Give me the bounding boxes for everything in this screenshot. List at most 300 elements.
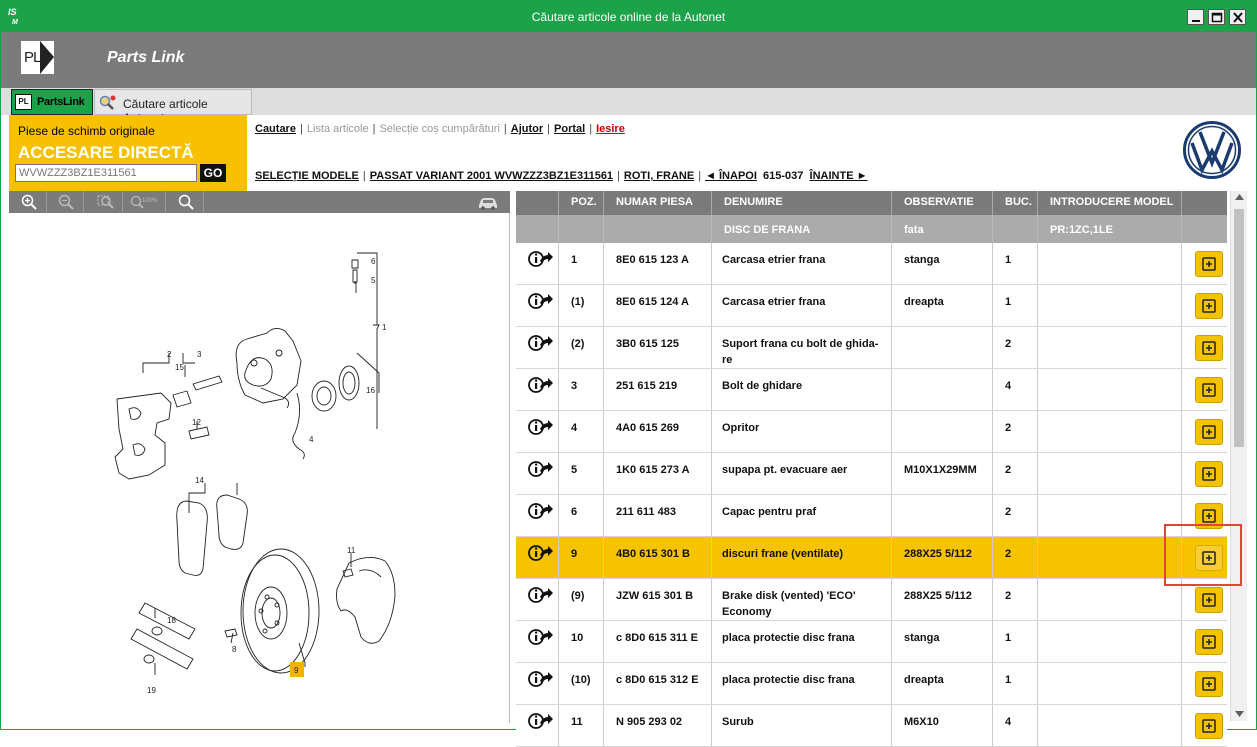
sub-buc (993, 215, 1038, 243)
table-row[interactable] (516, 663, 1227, 705)
cell-model (1038, 243, 1182, 284)
panel-subtitle: ACCESARE DIRECTĂ (18, 143, 194, 162)
cell-part-number-text: 251 615 219 (616, 380, 678, 392)
cell-poz-text: (2) (571, 338, 585, 350)
sub-observatie (892, 215, 993, 243)
callout-18: 18 (167, 616, 176, 625)
cell-model (1038, 453, 1182, 494)
cell-denumire (712, 705, 892, 746)
plus-box-icon (1202, 677, 1216, 691)
tab-label: PartsLink (37, 96, 85, 108)
table-row[interactable] (516, 243, 1227, 285)
cell-info (516, 243, 559, 284)
app-header (1, 32, 1256, 88)
cell-denumire-text: Opritor (722, 422, 760, 434)
logo-text: PL (24, 49, 41, 66)
cell-poz (559, 705, 604, 746)
breadcrumb-group[interactable]: ROTI, FRANE (623, 170, 695, 182)
brake-exploded-diagram[interactable] (9, 213, 510, 723)
add-to-cart-button[interactable] (1195, 293, 1223, 319)
nav-iesire[interactable]: Iesire (596, 123, 625, 135)
cell-part-number-text: c 8D0 615 312 E (616, 674, 699, 686)
cell-part-number-text: N 905 293 02 (616, 716, 683, 728)
breadcrumb-separator: | (362, 170, 366, 182)
cell-observatie-text: M10X1X29MM (904, 464, 977, 476)
header-denumire (712, 191, 892, 215)
cell-buc (993, 369, 1038, 410)
header-introducere-model (1038, 191, 1182, 215)
cell-add (1182, 453, 1227, 494)
cell-info (516, 411, 559, 452)
cell-part-number-text: 211 611 483 (616, 506, 676, 518)
sub-poz (559, 215, 604, 243)
cell-model (1038, 705, 1182, 746)
callout-4: 4 (309, 435, 314, 444)
callout-15: 15 (175, 363, 184, 372)
vw-logo (1183, 121, 1241, 179)
tab-autonet-search[interactable] (94, 89, 252, 115)
cell-add (1182, 621, 1227, 662)
cell-buc (993, 663, 1038, 704)
callout-16: 16 (366, 386, 375, 395)
cell-denumire (712, 621, 892, 662)
cell-info (516, 453, 559, 494)
cell-model (1038, 537, 1182, 578)
cell-model (1038, 579, 1182, 620)
brand-name: Parts Link (107, 49, 185, 66)
cell-buc (993, 621, 1038, 662)
cell-part-number (604, 537, 712, 578)
sub-add (1182, 215, 1227, 243)
cell-buc (993, 327, 1038, 368)
sub-model-text: PR:1ZC,1LE (1050, 224, 1113, 236)
info-arrow-icon[interactable] (528, 544, 553, 562)
header-poz (559, 191, 604, 215)
cell-buc (993, 705, 1038, 746)
cell-buc (993, 285, 1038, 326)
callout-8: 8 (232, 645, 237, 654)
cell-add (1182, 327, 1227, 368)
breadcrumb-models[interactable]: SELECȚIE MODELE (255, 170, 359, 182)
cell-observatie-text: stanga (904, 632, 940, 644)
cell-denumire (712, 495, 892, 536)
table-subheader (516, 215, 1227, 243)
cell-buc (993, 495, 1038, 536)
tab-label: Căutare articole (123, 97, 208, 111)
annotation-highlight-box (1164, 524, 1242, 586)
zoom-100-button[interactable] (126, 191, 166, 213)
cell-poz-text: 6 (571, 506, 578, 518)
cell-observatie (892, 369, 993, 410)
add-to-cart-button[interactable] (1195, 251, 1223, 277)
plus-box-icon (1202, 635, 1216, 649)
cell-model (1038, 411, 1182, 452)
parts-diagram-pane[interactable] (9, 213, 510, 723)
panel-title: Piese de schimb originale (18, 124, 155, 138)
scrollbar-thumb[interactable] (1234, 209, 1244, 447)
cell-buc (993, 579, 1038, 620)
info-arrow-icon[interactable] (528, 712, 553, 730)
callout-14: 14 (195, 476, 204, 485)
cell-poz (559, 495, 604, 536)
back-link[interactable]: ◄ ÎNAPOI (705, 170, 757, 182)
cell-denumire (712, 579, 892, 620)
cell-add (1182, 663, 1227, 704)
breadcrumb-separator: | (617, 170, 620, 182)
svg-text:M: M (12, 19, 18, 26)
cell-observatie (892, 453, 993, 494)
add-to-cart-button[interactable] (1195, 587, 1223, 613)
cell-poz (559, 663, 604, 704)
cell-part-number (604, 369, 712, 410)
cell-part-number-text: 1K0 615 273 A (616, 464, 690, 476)
cell-poz-text: (1) (571, 296, 585, 308)
cell-part-number-text: 4B0 615 301 B (616, 548, 690, 560)
nav-portal[interactable]: Portal (554, 123, 586, 135)
car-icon[interactable] (477, 195, 499, 210)
cell-model (1038, 621, 1182, 662)
cell-buc-text: 1 (1005, 296, 1012, 308)
callout-19: 19 (147, 686, 156, 695)
scroll-up-icon[interactable] (1235, 194, 1244, 200)
cell-denumire-text: placa protectie disc frana (722, 674, 855, 686)
nav-separator: | (547, 123, 551, 135)
parts-table (516, 191, 1229, 728)
sub-denumire-text: DISC DE FRANA (724, 224, 811, 236)
cell-poz-text: 5 (571, 464, 578, 476)
table-row[interactable] (516, 453, 1227, 495)
cell-denumire-text: discuri frane (ventilate) (722, 548, 844, 560)
cell-observatie (892, 327, 993, 368)
cell-add (1182, 369, 1227, 410)
add-to-cart-button[interactable] (1195, 335, 1223, 361)
plus-box-icon (1202, 719, 1216, 733)
cell-part-number (604, 285, 712, 326)
cell-denumire (712, 537, 892, 578)
nav-separator: | (589, 123, 593, 135)
info-arrow-icon[interactable] (528, 334, 553, 352)
search-image-button[interactable] (168, 191, 204, 213)
go-button[interactable]: GO (200, 164, 226, 182)
cell-observatie-text: dreapta (904, 674, 944, 686)
search-icon (178, 194, 194, 210)
plus-box-icon (1202, 425, 1216, 439)
nav-separator: | (372, 123, 376, 135)
cell-denumire (712, 411, 892, 452)
cell-poz-text: 3 (571, 380, 578, 392)
cell-poz-text: (9) (571, 590, 585, 602)
table-row[interactable] (516, 621, 1227, 663)
cell-denumire (712, 453, 892, 494)
cell-part-number (604, 411, 712, 452)
cell-info (516, 537, 559, 578)
cell-poz-text: 4 (571, 422, 578, 434)
plus-box-icon (1202, 341, 1216, 355)
cell-poz (559, 285, 604, 326)
add-to-cart-button[interactable] (1195, 377, 1223, 403)
header-label: OBSERVATIE (904, 196, 974, 208)
tab-strip (1, 88, 1256, 115)
cell-part-number (604, 243, 712, 284)
plus-box-icon (1202, 593, 1216, 607)
callout-12: 12 (192, 418, 201, 427)
top-nav (255, 123, 625, 137)
sub-observatie-text: fata (904, 224, 924, 236)
partslink-tab-icon: PL (15, 94, 32, 110)
cell-denumire-text: placa protectie disc frana (722, 632, 855, 644)
plus-box-icon (1202, 509, 1216, 523)
cell-add (1182, 411, 1227, 452)
sub-part (604, 215, 712, 243)
info-arrow-icon[interactable] (528, 502, 553, 520)
cell-part-number-text: 8E0 615 124 A (616, 296, 689, 308)
cell-denumire (712, 285, 892, 326)
cell-denumire-text: Suport frana cu bolt de ghida-re (722, 338, 879, 366)
zoom-in-icon (21, 194, 37, 210)
callout-3: 3 (197, 350, 202, 359)
zoom-area-button[interactable] (87, 191, 123, 213)
cell-poz (559, 621, 604, 662)
info-arrow-icon[interactable] (528, 250, 553, 268)
cell-poz-text: 10 (571, 632, 584, 644)
callout-2: 2 (167, 350, 172, 359)
header-label: BUC. (1005, 196, 1032, 208)
direct-access-panel (9, 115, 247, 191)
header-info-col (516, 191, 559, 215)
cell-observatie-text: 288X25 5/112 (904, 590, 972, 602)
cell-poz (559, 453, 604, 494)
header-add-col (1182, 191, 1227, 215)
cell-buc-text: 2 (1005, 464, 1012, 476)
table-row[interactable] (516, 369, 1227, 411)
cell-model (1038, 369, 1182, 410)
table-row[interactable] (516, 327, 1227, 369)
cell-model (1038, 663, 1182, 704)
sub-model (1038, 215, 1182, 243)
sub-denumire (712, 215, 892, 243)
scroll-down-icon[interactable] (1235, 711, 1244, 717)
page-number: 615-037 (763, 170, 804, 182)
cell-denumire-text: supapa pt. evacuare aer (722, 464, 848, 476)
nav-cos-cumparaturi: Selecție coș cumpărături (379, 123, 500, 135)
cell-info (516, 663, 559, 704)
cell-buc-text: 4 (1005, 716, 1012, 728)
callout-9: 9 (294, 666, 299, 675)
cell-poz (559, 369, 604, 410)
cell-observatie (892, 705, 993, 746)
close-button[interactable] (1229, 9, 1246, 25)
header-observatie (892, 191, 993, 215)
add-to-cart-button[interactable] (1195, 671, 1223, 697)
vin-search-input[interactable] (15, 164, 197, 182)
cell-add (1182, 705, 1227, 746)
nav-separator: | (503, 123, 507, 135)
zoom-area-icon (97, 194, 115, 210)
table-header (516, 191, 1227, 215)
nav-cautare[interactable]: Cautare (255, 123, 296, 135)
cell-poz (559, 243, 604, 284)
cell-buc-text: 1 (1005, 254, 1012, 266)
callout-6: 6 (371, 257, 376, 266)
cell-buc (993, 243, 1038, 284)
cell-buc-text: 1 (1005, 632, 1012, 644)
header-label: NUMAR PIESA (616, 196, 694, 208)
cell-buc (993, 453, 1038, 494)
plus-box-icon (1202, 257, 1216, 271)
cell-poz-text: (10) (571, 674, 591, 686)
table-row[interactable] (516, 579, 1227, 621)
cell-part-number (604, 663, 712, 704)
nav-ajutor[interactable]: Ajutor (510, 123, 544, 135)
table-row[interactable] (516, 495, 1227, 537)
cell-denumire-text: Capac pentru praf (722, 506, 817, 518)
header-label: INTRODUCERE MODEL (1050, 196, 1174, 208)
cell-part-number (604, 621, 712, 662)
table-row[interactable] (516, 705, 1227, 747)
cell-add (1182, 285, 1227, 326)
callout-1: 1 (382, 323, 387, 332)
minimize-button[interactable] (1187, 9, 1204, 25)
breadcrumb-separator: | (698, 170, 702, 182)
cell-part-number-text: c 8D0 615 311 E (616, 632, 698, 644)
add-to-cart-button[interactable] (1195, 629, 1223, 655)
cell-observatie (892, 411, 993, 452)
cell-model (1038, 285, 1182, 326)
cell-part-number-text: 3B0 615 125 (616, 338, 679, 350)
image-toolbar (9, 191, 510, 213)
cell-buc (993, 537, 1038, 578)
header-buc (993, 191, 1038, 215)
cell-buc-text: 2 (1005, 548, 1012, 560)
cell-denumire-text: Brake disk (vented) 'ECO' Economy (722, 590, 856, 618)
cell-observatie-text: 288X25 5/112 (904, 548, 972, 560)
cell-info (516, 495, 559, 536)
cell-denumire (712, 327, 892, 368)
table-scrollbar[interactable] (1230, 191, 1247, 721)
info-arrow-icon[interactable] (528, 628, 553, 646)
callout-11: 11 (347, 546, 356, 555)
add-to-cart-button[interactable] (1195, 461, 1223, 487)
cell-info (516, 579, 559, 620)
zoom-out-icon (58, 194, 74, 210)
header-label: DENUMIRE (724, 196, 783, 208)
cell-info (516, 621, 559, 662)
cell-denumire-text: Surub (722, 716, 754, 728)
cell-denumire-text: Carcasa etrier frana (722, 254, 826, 266)
breadcrumb-vehicle[interactable]: PASSAT VARIANT 2001 WVWZZZ3BZ1E311561 (369, 170, 614, 182)
tab-partslink[interactable] (11, 89, 93, 115)
cell-part-number (604, 579, 712, 620)
cell-observatie (892, 579, 993, 620)
cell-part-number-text: JZW 615 301 B (616, 590, 694, 602)
info-arrow-icon[interactable] (528, 418, 553, 436)
header-label: POZ. (571, 196, 597, 208)
add-to-cart-button[interactable] (1195, 713, 1223, 739)
cell-observatie (892, 621, 993, 662)
cell-denumire (712, 369, 892, 410)
cell-denumire (712, 663, 892, 704)
maximize-button[interactable] (1208, 9, 1225, 25)
cell-buc-text: 4 (1005, 380, 1012, 392)
cell-poz-text: 9 (571, 548, 578, 560)
info-arrow-icon[interactable] (528, 460, 553, 478)
breadcrumb (255, 170, 867, 182)
plus-box-icon (1202, 299, 1216, 313)
nav-separator: | (299, 123, 303, 135)
cell-observatie (892, 537, 993, 578)
cell-part-number (604, 495, 712, 536)
table-row[interactable] (516, 411, 1227, 453)
info-arrow-icon[interactable] (528, 670, 553, 688)
cell-info (516, 285, 559, 326)
cell-poz (559, 537, 604, 578)
cell-part-number (604, 453, 712, 494)
forward-link[interactable]: ÎNAINTE ► (809, 170, 868, 182)
title-bar (1, 1, 1256, 32)
plus-box-icon (1202, 467, 1216, 481)
cell-denumire (712, 243, 892, 284)
cell-part-number (604, 705, 712, 746)
cell-poz (559, 327, 604, 368)
zoom-100-icon (130, 194, 160, 210)
partslink-logo (21, 41, 54, 74)
magnifier-gear-icon (99, 94, 117, 111)
cell-poz (559, 579, 604, 620)
cell-buc-text: 2 (1005, 422, 1012, 434)
cell-observatie-text: dreapta (904, 296, 944, 308)
cell-buc-text: 1 (1005, 674, 1012, 686)
cell-add (1182, 243, 1227, 284)
cell-model (1038, 327, 1182, 368)
cell-observatie (892, 663, 993, 704)
plus-box-icon (1202, 383, 1216, 397)
zoom-out-button[interactable] (48, 191, 84, 213)
cell-info (516, 369, 559, 410)
cell-observatie-text: stanga (904, 254, 940, 266)
cell-buc-text: 2 (1005, 506, 1012, 518)
cell-observatie (892, 285, 993, 326)
cell-poz-text: 1 (571, 254, 578, 266)
sub-info-col (516, 215, 559, 243)
zoom-in-button[interactable] (11, 191, 47, 213)
cell-info (516, 705, 559, 746)
cell-poz (559, 411, 604, 452)
cell-denumire-text: Carcasa etrier frana (722, 296, 826, 308)
cell-observatie-text: M6X10 (904, 716, 939, 728)
table-row[interactable] (516, 285, 1227, 327)
header-numar-piesa (604, 191, 712, 215)
cell-observatie (892, 495, 993, 536)
info-arrow-icon[interactable] (528, 586, 553, 604)
callout-5: 5 (371, 276, 376, 285)
info-arrow-icon[interactable] (528, 292, 553, 310)
zoom-100-label: 100% (142, 198, 158, 204)
info-arrow-icon[interactable] (528, 376, 553, 394)
cell-info (516, 327, 559, 368)
cell-buc-text: 2 (1005, 590, 1012, 602)
cell-poz-text: 11 (571, 716, 583, 728)
cell-model (1038, 495, 1182, 536)
window-title: Căutare articole online de la Autonet (531, 10, 726, 24)
nav-lista-articole: Lista articole (306, 123, 369, 135)
svg-text:IS: IS (8, 7, 17, 17)
add-to-cart-button[interactable] (1195, 419, 1223, 445)
cell-denumire-text: Bolt de ghidare (722, 380, 803, 392)
cell-buc-text: 2 (1005, 338, 1012, 350)
cell-part-number-text: 4A0 615 269 (616, 422, 679, 434)
cell-part-number-text: 8E0 615 123 A (616, 254, 689, 266)
table-row[interactable] (516, 537, 1227, 579)
